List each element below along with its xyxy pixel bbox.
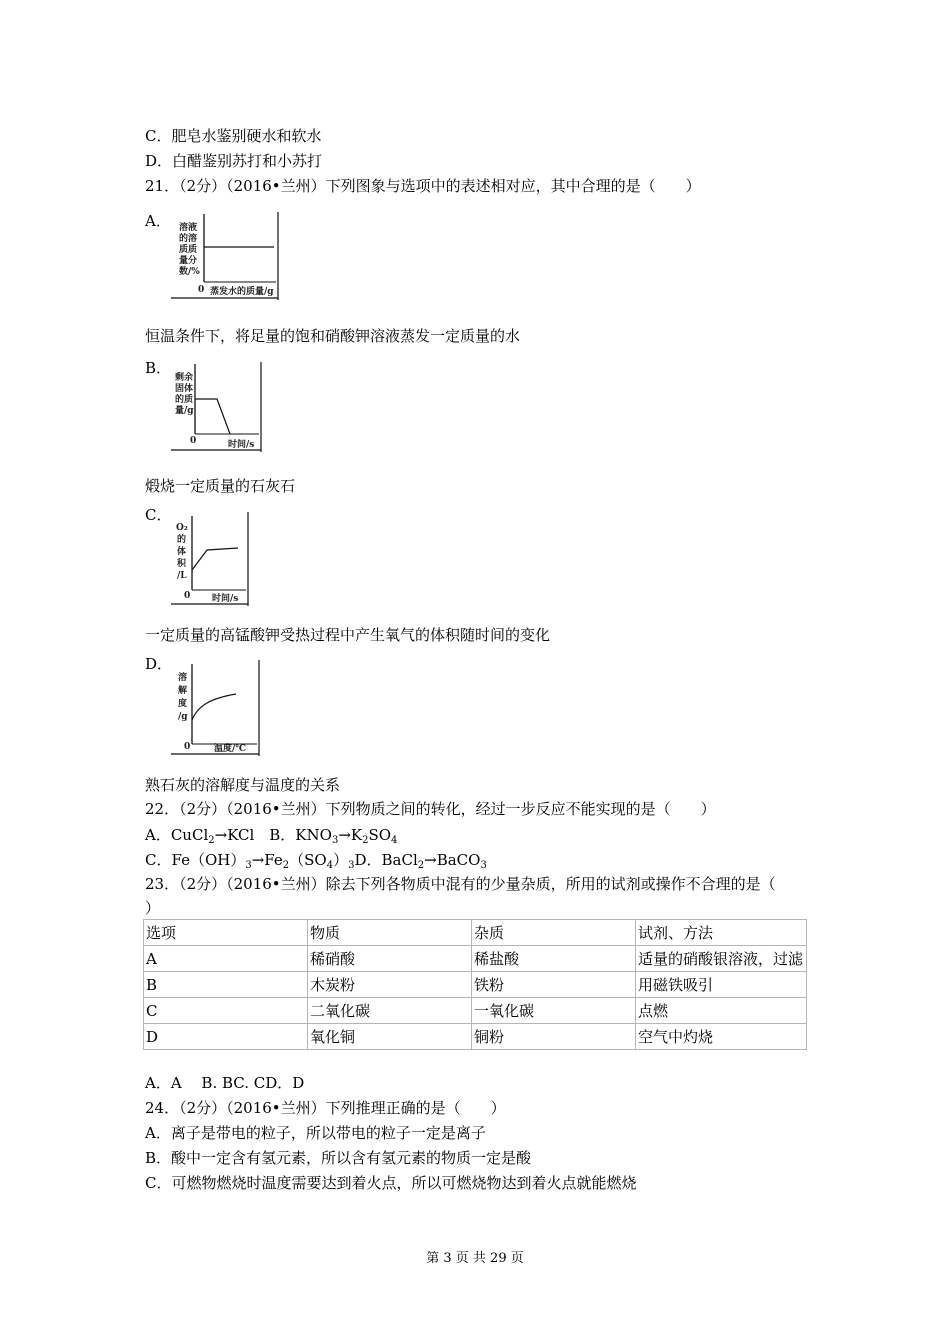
table-cell: 稀硝酸 xyxy=(308,946,472,972)
table-cell: 铁粉 xyxy=(472,972,636,998)
q21-b-origin: 0 xyxy=(190,436,197,446)
q21-b-ylabel-1: 固体 xyxy=(175,384,194,394)
q21-option-a-caption: 恒温条件下，将足量的饱和硝酸钾溶液蒸发一定质量的水 xyxy=(145,327,521,345)
q21-d-ylabel-2: 度 xyxy=(178,699,188,709)
q21-c-xlabel: 时间/s xyxy=(212,594,239,604)
q21-b-ylabel-3: 量/g xyxy=(175,406,194,416)
q21-d-ylabel-1: 解 xyxy=(178,686,188,696)
q21-graph-a xyxy=(170,212,282,302)
q21-graph-c xyxy=(170,512,252,608)
q21-a-origin: 0 xyxy=(198,285,205,295)
q24-option-a: A．离子是带电的粒子，所以带电的粒子一定是离子 xyxy=(145,1124,486,1142)
q21-c-ylabel-3: 积 xyxy=(177,559,187,569)
q21-a-ylabel-2: 质质 xyxy=(179,245,198,255)
q21-a-ylabel-0: 溶液 xyxy=(179,223,198,233)
q24-option-b: B．酸中一定含有氢元素，所以含有氢元素的物质一定是酸 xyxy=(145,1149,532,1167)
q21-option-c-caption: 一定质量的高锰酸钾受热过程中产生氧气的体积随时间的变化 xyxy=(145,626,551,644)
q21-b-xlabel: 时间/s xyxy=(228,440,255,450)
q21-d-origin: 0 xyxy=(184,742,191,752)
q21-c-origin: 0 xyxy=(184,591,191,601)
q21-c-ylabel-1: 的 xyxy=(177,535,187,545)
table-cell: 点燃 xyxy=(636,998,807,1024)
table-cell: 铜粉 xyxy=(472,1024,636,1050)
q21-a-xlabel: 蒸发水的质量/g xyxy=(210,287,274,297)
table-row xyxy=(144,1024,807,1050)
q21-b-ylabel-0: 剩余 xyxy=(175,373,194,383)
table-cell: 一氧化碳 xyxy=(472,998,636,1024)
table-header-cell: 选项 xyxy=(144,920,308,946)
page-footer: 第 3 页 共 29 页 xyxy=(426,1251,524,1266)
table-cell: 适量的硝酸银溶液，过滤 xyxy=(636,946,807,972)
q21-option-a-letter: A． xyxy=(145,212,171,230)
q23-stem-cont: ） xyxy=(145,899,161,917)
q23-table xyxy=(143,919,807,1050)
q21-a-ylabel-1: 的溶 xyxy=(179,234,198,244)
q21-option-d-caption: 熟石灰的溶解度与温度的关系 xyxy=(145,776,341,794)
q24-stem: 24．（2分）（2016•兰州）下列推理正确的是（ ） xyxy=(145,1099,506,1117)
table-header-cell: 试剂、方法 xyxy=(636,920,807,946)
q21-a-ylabel-3: 量分 xyxy=(179,256,198,266)
q20-option-c: C．肥皂水鉴别硬水和软水 xyxy=(145,127,322,145)
table-row xyxy=(144,972,807,998)
q22-stem: 22．（2分）（2016•兰州）下列物质之间的转化，经过一步反应不能实现的是（ ） xyxy=(145,800,716,818)
q21-option-c-letter: C． xyxy=(145,506,172,524)
table-row xyxy=(144,946,807,972)
table-header-cell: 物质 xyxy=(308,920,472,946)
q21-c-ylabel-4: /L xyxy=(177,571,187,581)
q21-option-b-letter: B． xyxy=(145,359,172,377)
q21-a-ylabel-4: 数/% xyxy=(179,267,200,277)
q21-option-b-caption: 煅烧一定质量的石灰石 xyxy=(145,477,296,495)
q22-options-ab: A．CuCl$_2$→KCl B．$KNO_3\to K_2SO_4$ xyxy=(145,826,398,846)
q21-c-ylabel-0: O₂ xyxy=(176,523,188,533)
q21-graph-d xyxy=(170,660,262,758)
table-cell: 木炭粉 xyxy=(308,972,472,998)
q24-option-c: C．可燃物燃烧时温度需要达到着火点，所以可燃烧物达到着火点就能燃烧 xyxy=(145,1174,637,1192)
q21-graph-b xyxy=(170,362,264,454)
q23-answer-options: A．A B. BC. CD．D xyxy=(145,1074,305,1092)
q21-d-xlabel: 温度/℃ xyxy=(214,744,247,754)
q21-stem: 21．（2分）（2016•兰州）下列图象与选项中的表述相对应，其中合理的是（ ） xyxy=(145,177,701,195)
q21-c-ylabel-2: 体 xyxy=(177,547,187,557)
q23-stem: 23．（2分）（2016•兰州）除去下列各物质中混有的少量杂质，所用的试剂或操作不合理的是（ xyxy=(145,875,776,893)
q21-d-ylabel-0: 溶 xyxy=(178,673,188,683)
table-header-row xyxy=(144,920,807,946)
table-cell: D xyxy=(144,1024,308,1050)
table-cell: 二氧化碳 xyxy=(308,998,472,1024)
table-cell: 氧化铜 xyxy=(308,1024,472,1050)
table-cell: 稀盐酸 xyxy=(472,946,636,972)
q21-d-ylabel-3: /g xyxy=(178,712,188,722)
table-cell: B xyxy=(144,972,308,998)
table-cell: 用磁铁吸引 xyxy=(636,972,807,998)
table-cell: 空气中灼烧 xyxy=(636,1024,807,1050)
table-header-cell: 杂质 xyxy=(472,920,636,946)
table-cell: A xyxy=(144,946,308,972)
q22-options-cd: C．$Fe(OH)_3\to Fe_2(SO_4)_3D$．BaCl$_2$→BaCO$_3$ xyxy=(145,851,487,871)
q20-option-d: D．白醋鉴别苏打和小苏打 xyxy=(145,152,323,170)
q21-option-d-letter: D． xyxy=(145,655,173,673)
table-cell: C xyxy=(144,998,308,1024)
q21-b-ylabel-2: 的质 xyxy=(175,395,194,405)
table-row xyxy=(144,998,807,1024)
